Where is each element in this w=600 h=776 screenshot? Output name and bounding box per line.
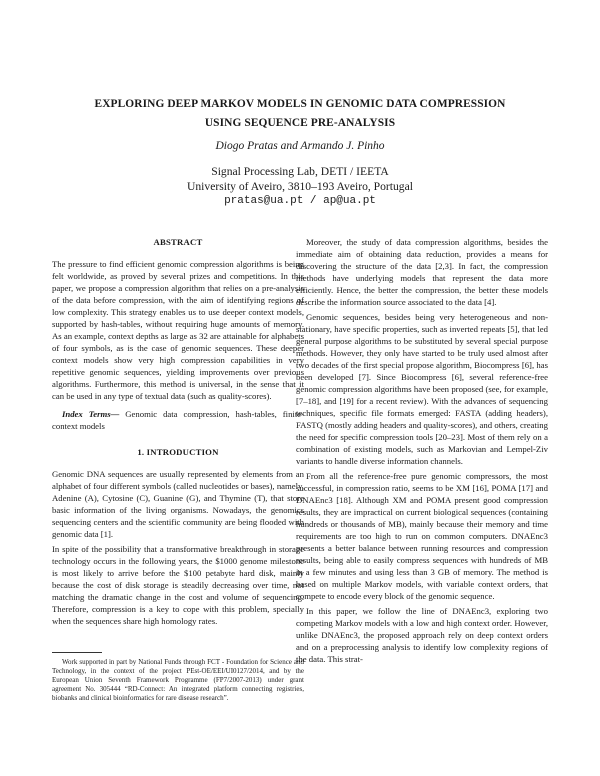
authors: Diogo Pratas and Armando J. Pinho: [215, 140, 385, 152]
affiliation-university: University of Aveiro, 3810–193 Aveiro, Portugal: [187, 179, 413, 193]
title-line-1: EXPLORING DEEP MARKOV MODELS IN GENOMIC DATA COMPRESSION: [94, 98, 506, 110]
footnote-rule: [52, 652, 102, 653]
right-paragraph-3: From all the reference-free pure genomic compressors, the most successful, in compression ratio, seems to be XM [16], POMA [17] and DNAEnc3 [18]. Although XM and POMA present good compression results, they are impractical on current biological sequences (containing hundreds or thousands of MB), mainly because their memory and time requirements are too high to run on common computers. DNAEnc3 presents a better balance between running resources and compression results, being able to easily compress sequences with hundreds of MB in a few minutes and using less than 3 GB of memory. The method is based on multiple Markov models, with variable context orders, that compete to encode every block of the genomic sequence.: [296, 471, 548, 601]
right-paragraph-2: Genomic sequences, besides being very heterogeneous and non-stationary, have specific properties, such as inverted repeats [5], that led general purpose algorithms to be substituted by several special purpose methods. However, they only have started to be truly used almost after two decades of the first special propose algorithm, Biocompress [6], has been developed [7]. Since Biocompress [6], several reference-free genomic compression algorithms have been proposed (see, for example, [7–18], and [19] for a recent review). With the advances of sequencing techniques, specific file formats emerged: FASTA (adding headers), FASTQ (mostly adding headers and quality-scores), and others, creating the need for specific compression tools [20–23]. Most of them rely on a combination of existing models, such as Markovian and Lempel-Ziv variants to handle diverse information channels.: [296, 312, 548, 466]
right-paragraph-1: Moreover, the study of data compression algorithms, besides the immediate aim of obtaining data reduction, provides a means for discovering the structure of the data [2,3]. In fact, the compression methods have underlying models that represent the data more efficiently. Hence, the better the compression, the better these models describe the information source associated to the data [4].: [296, 237, 548, 307]
title-line-2: USING SEQUENCE PRE-ANALYSIS: [204, 117, 396, 129]
index-terms: [52, 408, 304, 432]
intro-paragraph-2: In spite of the possibility that a transformative breakthrough in storage technology occurs in the following years, the $1000 genome milestone is most likely to arrive before the $100 petabyte hard disk, mainly because the cost of disk storage is steadily decreasing over time, not matching the dramatic change in the cost and volume of sequencing. Therefore, compression is a key to cope with this problem, specially when the sequences share high homology rates.: [52, 544, 304, 626]
left-column: [52, 236, 304, 627]
introduction-heading: 1. INTRODUCTION: [137, 447, 219, 457]
footnote: Work supported in part by National Funds through FCT - Foundation for Science and Technology, in the context of the project PEst-OE/EEI/UI0127/2014, and by the European Union Seventh Framework Programme (FP7/2007-2013) under grant agreement No. 305444 “RD-Connect: An integrated platform connecting registries, biobanks and clinical bioinformatics for rare disease research”.: [52, 658, 304, 703]
index-terms-text: Genomic data compression, hash-tables, finite-context models: [52, 409, 304, 431]
abstract-text: The pressure to find efficient genomic compression algorithms is being felt worldwide, as proved by several prizes and competitions. In this paper, we propose a compression algorithm that relies on a pre-analysis of the data before compression, with the aim of identifying regions of low complexity. This strategy enables us to use deeper context models, supported by hash-tables, without requiring huge amounts of memory. As an example, context depths as large as 32 are attainable for alphabets of four symbols, as is the case of genomic sequences. These deeper context models show very high compression capabilities in very repetitive genomic sequences, yielding improvements over previous algorithms. Furthermore, this method is universal, in the sense that it can be used in any type of textual data (such as quality-scores).: [52, 259, 304, 401]
index-terms-label: Index Terms—: [62, 409, 120, 419]
affiliation-lab: Signal Processing Lab, DETI / IEETA: [211, 165, 389, 178]
right-paragraph-4: In this paper, we follow the line of DNAEnc3, exploring two competing Markov models with a low and high context order. However, unlike DNAEnc3, the proposed approach rely on deep context orders and on a preprocessing analysis to identify low complexity regions of the data. This strat-: [296, 606, 548, 664]
paper-title: [40, 95, 560, 133]
intro-paragraph-1: Genomic DNA sequences are usually represented by elements from an alphabet of four different symbols (called nucleotides or bases), namely, Adenine (A), Cytosine (C), Guanine (G), and Thymine (T), that store basic information of the living organisms. Nowadays, the genomics sequencing centers and the scientific community are being flooded with genomic data [1].: [52, 469, 304, 539]
author-emails: pratas@ua.pt / ap@ua.pt: [224, 195, 376, 207]
affiliation: [40, 165, 560, 209]
right-column: [296, 236, 548, 665]
abstract-heading: ABSTRACT: [153, 237, 203, 247]
